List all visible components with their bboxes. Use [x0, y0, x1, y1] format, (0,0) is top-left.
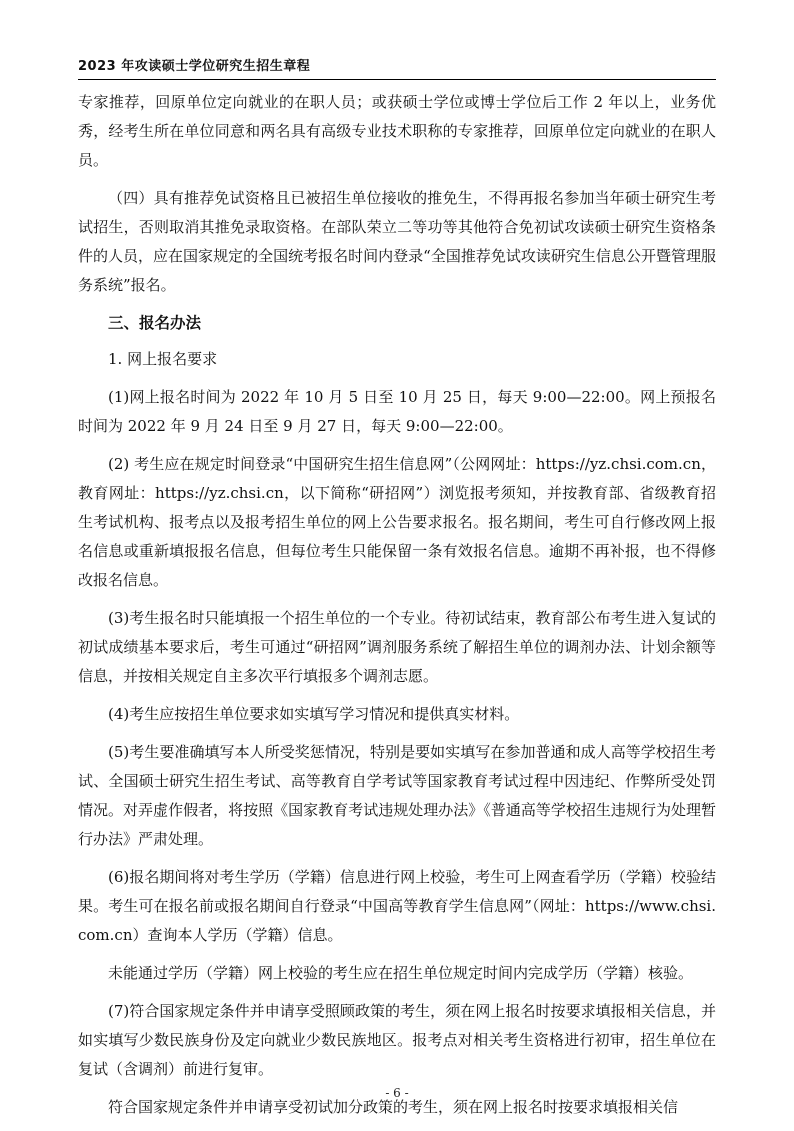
paragraph-rule-6: (6)报名期间将对考生学历（学籍）信息进行网上校验，考生可上网查看学历（学籍）校验结果。考生可在报名前或报名期间自行登录“中国高等教育学生信息网”（网址：https://www.chsi.com.cn）查询本人学历（学籍）信息。 — [78, 868, 716, 944]
subheading-online-registration: 1. 网上报名要求 — [108, 350, 218, 368]
page-number: - 6 - — [385, 1086, 409, 1100]
paragraph-rule-2: (2) 考生应在规定时间登录“中国研究生招生信息网”（公网网址：https://yz.chsi.com.cn，教育网址：https://yz.chsi.cn，以下简称“研招网”）浏览报考须知，并按教育部、省级教育招生考试机构、报考点以及报考招生单位的网上公告要求报名。报名期间，考生可自行修改网上报名信息或重新填报报名信息，但每位考生只能保留一条有效报名信息。逾期不再补报，也不得修改报名信息。 — [78, 455, 716, 589]
paragraph-rule-1: (1)网上报名时间为 2022 年 10 月 5 日至 10 月 25 日，每天 9:00—22:00。网上预报名时间为 2022 年 9 月 24 日至 9 月 27 日，每天 9:00—22:00。 — [78, 388, 716, 435]
paragraph-rule-4: (4)考生应按招生单位要求如实填写学习情况和提供真实材料。 — [108, 705, 520, 723]
header-divider — [78, 79, 716, 80]
paragraph-rule-3: (3)考生报名时只能填报一个招生单位的一个专业。待初试结束，教育部公布考生进入复试的初试成绩基本要求后，考生可通过“研招网”调剂服务系统了解招生单位的调剂办法、计划余额等信息，并按相关规定自主多次平行填报多个调剂志愿。 — [78, 609, 716, 685]
paragraph-item-4: （四）具有推荐免试资格且已被招生单位接收的推免生，不得再报名参加当年硕士研究生考试招生，否则取消其推免录取资格。在部队荣立二等功等其他符合免初试攻读硕士研究生资格条件的人员，应在国家规定的全国统考报名时间内登录“全国推荐免试攻读研究生信息公开暨管理服务系统”报名。 — [78, 189, 716, 294]
paragraph-rule-6-note: 未能通过学历（学籍）网上校验的考生应在招生单位规定时间内完成学历（学籍）核验。 — [108, 964, 694, 982]
document-body — [78, 88, 716, 1131]
paragraph-rule-7: (7)符合国家规定条件并申请享受照顾政策的考生，须在网上报名时按要求填报相关信息，并如实填写少数民族身份及定向就业少数民族地区。报考点对相关考生资格进行初审，招生单位在复试（含调剂）前进行复审。 — [78, 1002, 716, 1078]
paragraph-continuation: 专家推荐，回原单位定向就业的在职人员；或获硕士学位或博士学位后工作 2 年以上，业务优秀，经考生所在单位同意和两名具有高级专业技术职称的专家推荐，回原单位定向就业的在职人员。 — [78, 93, 716, 169]
section-heading: 三、报名办法 — [108, 314, 202, 332]
paragraph-rule-7-continuation: 符合国家规定条件并申请享受初试加分政策的考生，须在网上报名时按要求填报相关信 — [108, 1098, 679, 1116]
paragraph-rule-5: (5)考生要准确填写本人所受奖惩情况，特别是要如实填写在参加普通和成人高等学校招生考试、全国硕士研究生招生考试、高等教育自学考试等国家教育考试过程中因违纪、作弊所受处罚情况。对弄虚作假者，将按照《国家教育考试违规处理办法》《普通高等学校招生违规行为处理暂行办法》严肃处理。 — [78, 743, 716, 848]
document-header-title: 2023 年攻读硕士学位研究生招生章程 — [78, 59, 311, 74]
